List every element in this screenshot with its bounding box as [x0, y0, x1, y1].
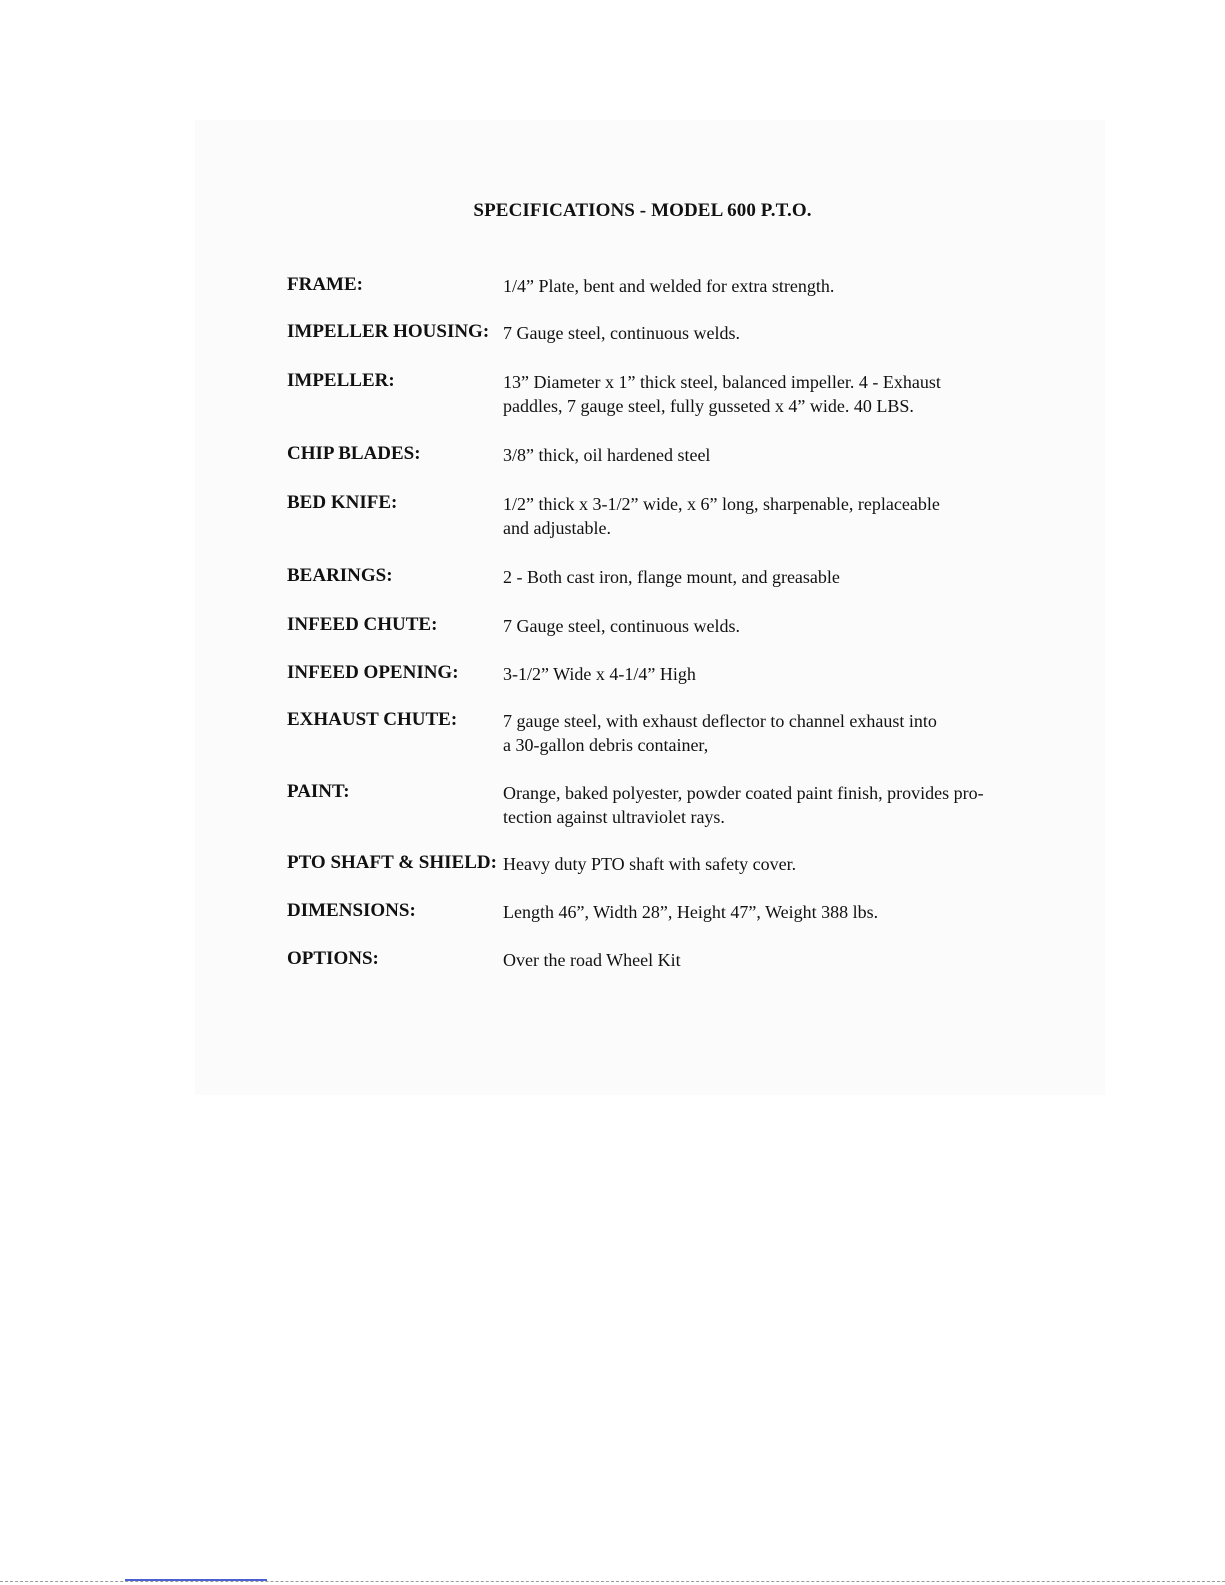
spec-label: OPTIONS:: [287, 948, 379, 969]
spec-value-line: 7 Gauge steel, continuous welds.: [503, 323, 740, 343]
spec-value-line: a 30-gallon debris container,: [503, 735, 709, 755]
spec-label: PTO SHAFT & SHIELD:: [287, 852, 497, 873]
spec-value: [503, 321, 1003, 345]
spec-value-line: Over the road Wheel Kit: [503, 950, 681, 970]
spec-value: [503, 662, 1003, 686]
spec-value-line: tection against ultraviolet rays.: [503, 807, 725, 827]
spec-value: [503, 852, 1003, 876]
spec-value-line: Length 46”, Width 28”, Height 47”, Weight 388 lbs.: [503, 902, 879, 922]
spec-label: BEARINGS:: [287, 565, 393, 586]
spec-value-line: 7 Gauge steel, continuous welds.: [503, 616, 740, 636]
page-bottom-accent: [125, 1579, 267, 1581]
spec-value: [503, 948, 1003, 972]
page-bottom-divider: [0, 1581, 1225, 1582]
spec-value: [503, 370, 1003, 418]
spec-value-line: paddles, 7 gauge steel, fully gusseted x 4” wide. 40 LBS.: [503, 396, 914, 416]
spec-value-line: 1/2” thick x 3-1/2” wide, x 6” long, sharpenable, replaceable: [503, 494, 940, 514]
spec-label: IMPELLER:: [287, 370, 395, 391]
spec-label: FRAME:: [287, 274, 363, 295]
spec-label: DIMENSIONS:: [287, 900, 416, 921]
page-title: SPECIFICATIONS - MODEL 600 P.T.O.: [473, 200, 812, 221]
spec-value-line: 7 gauge steel, with exhaust deflector to channel exhaust into: [503, 711, 937, 731]
spec-label: INFEED OPENING:: [287, 662, 459, 683]
spec-value-line: 3-1/2” Wide x 4-1/4” High: [503, 664, 696, 684]
spec-value-line: 13” Diameter x 1” thick steel, balanced impeller. 4 - Exhaust: [503, 372, 941, 392]
spec-label: IMPELLER HOUSING:: [287, 321, 490, 342]
spec-value: [503, 492, 1003, 540]
spec-value: [503, 274, 1003, 298]
spec-value: [503, 565, 1003, 589]
spec-value: [503, 614, 1003, 638]
spec-value-line: 2 - Both cast iron, flange mount, and greasable: [503, 567, 840, 587]
spec-label: INFEED CHUTE:: [287, 614, 438, 635]
spec-value-line: 1/4” Plate, bent and welded for extra strength.: [503, 276, 835, 296]
spec-label: PAINT:: [287, 781, 350, 802]
spec-label: CHIP BLADES:: [287, 443, 421, 464]
spec-label: EXHAUST CHUTE:: [287, 709, 458, 730]
spec-value-line: and adjustable.: [503, 518, 611, 538]
spec-value-line: 3/8” thick, oil hardened steel: [503, 445, 711, 465]
spec-value: [503, 709, 1003, 757]
spec-value: [503, 900, 1003, 924]
spec-value: [503, 443, 1003, 467]
spec-value-line: Orange, baked polyester, powder coated paint finish, provides pro-: [503, 783, 984, 803]
spec-value: [503, 781, 1003, 829]
spec-label: BED KNIFE:: [287, 492, 398, 513]
spec-value-line: Heavy duty PTO shaft with safety cover.: [503, 854, 797, 874]
